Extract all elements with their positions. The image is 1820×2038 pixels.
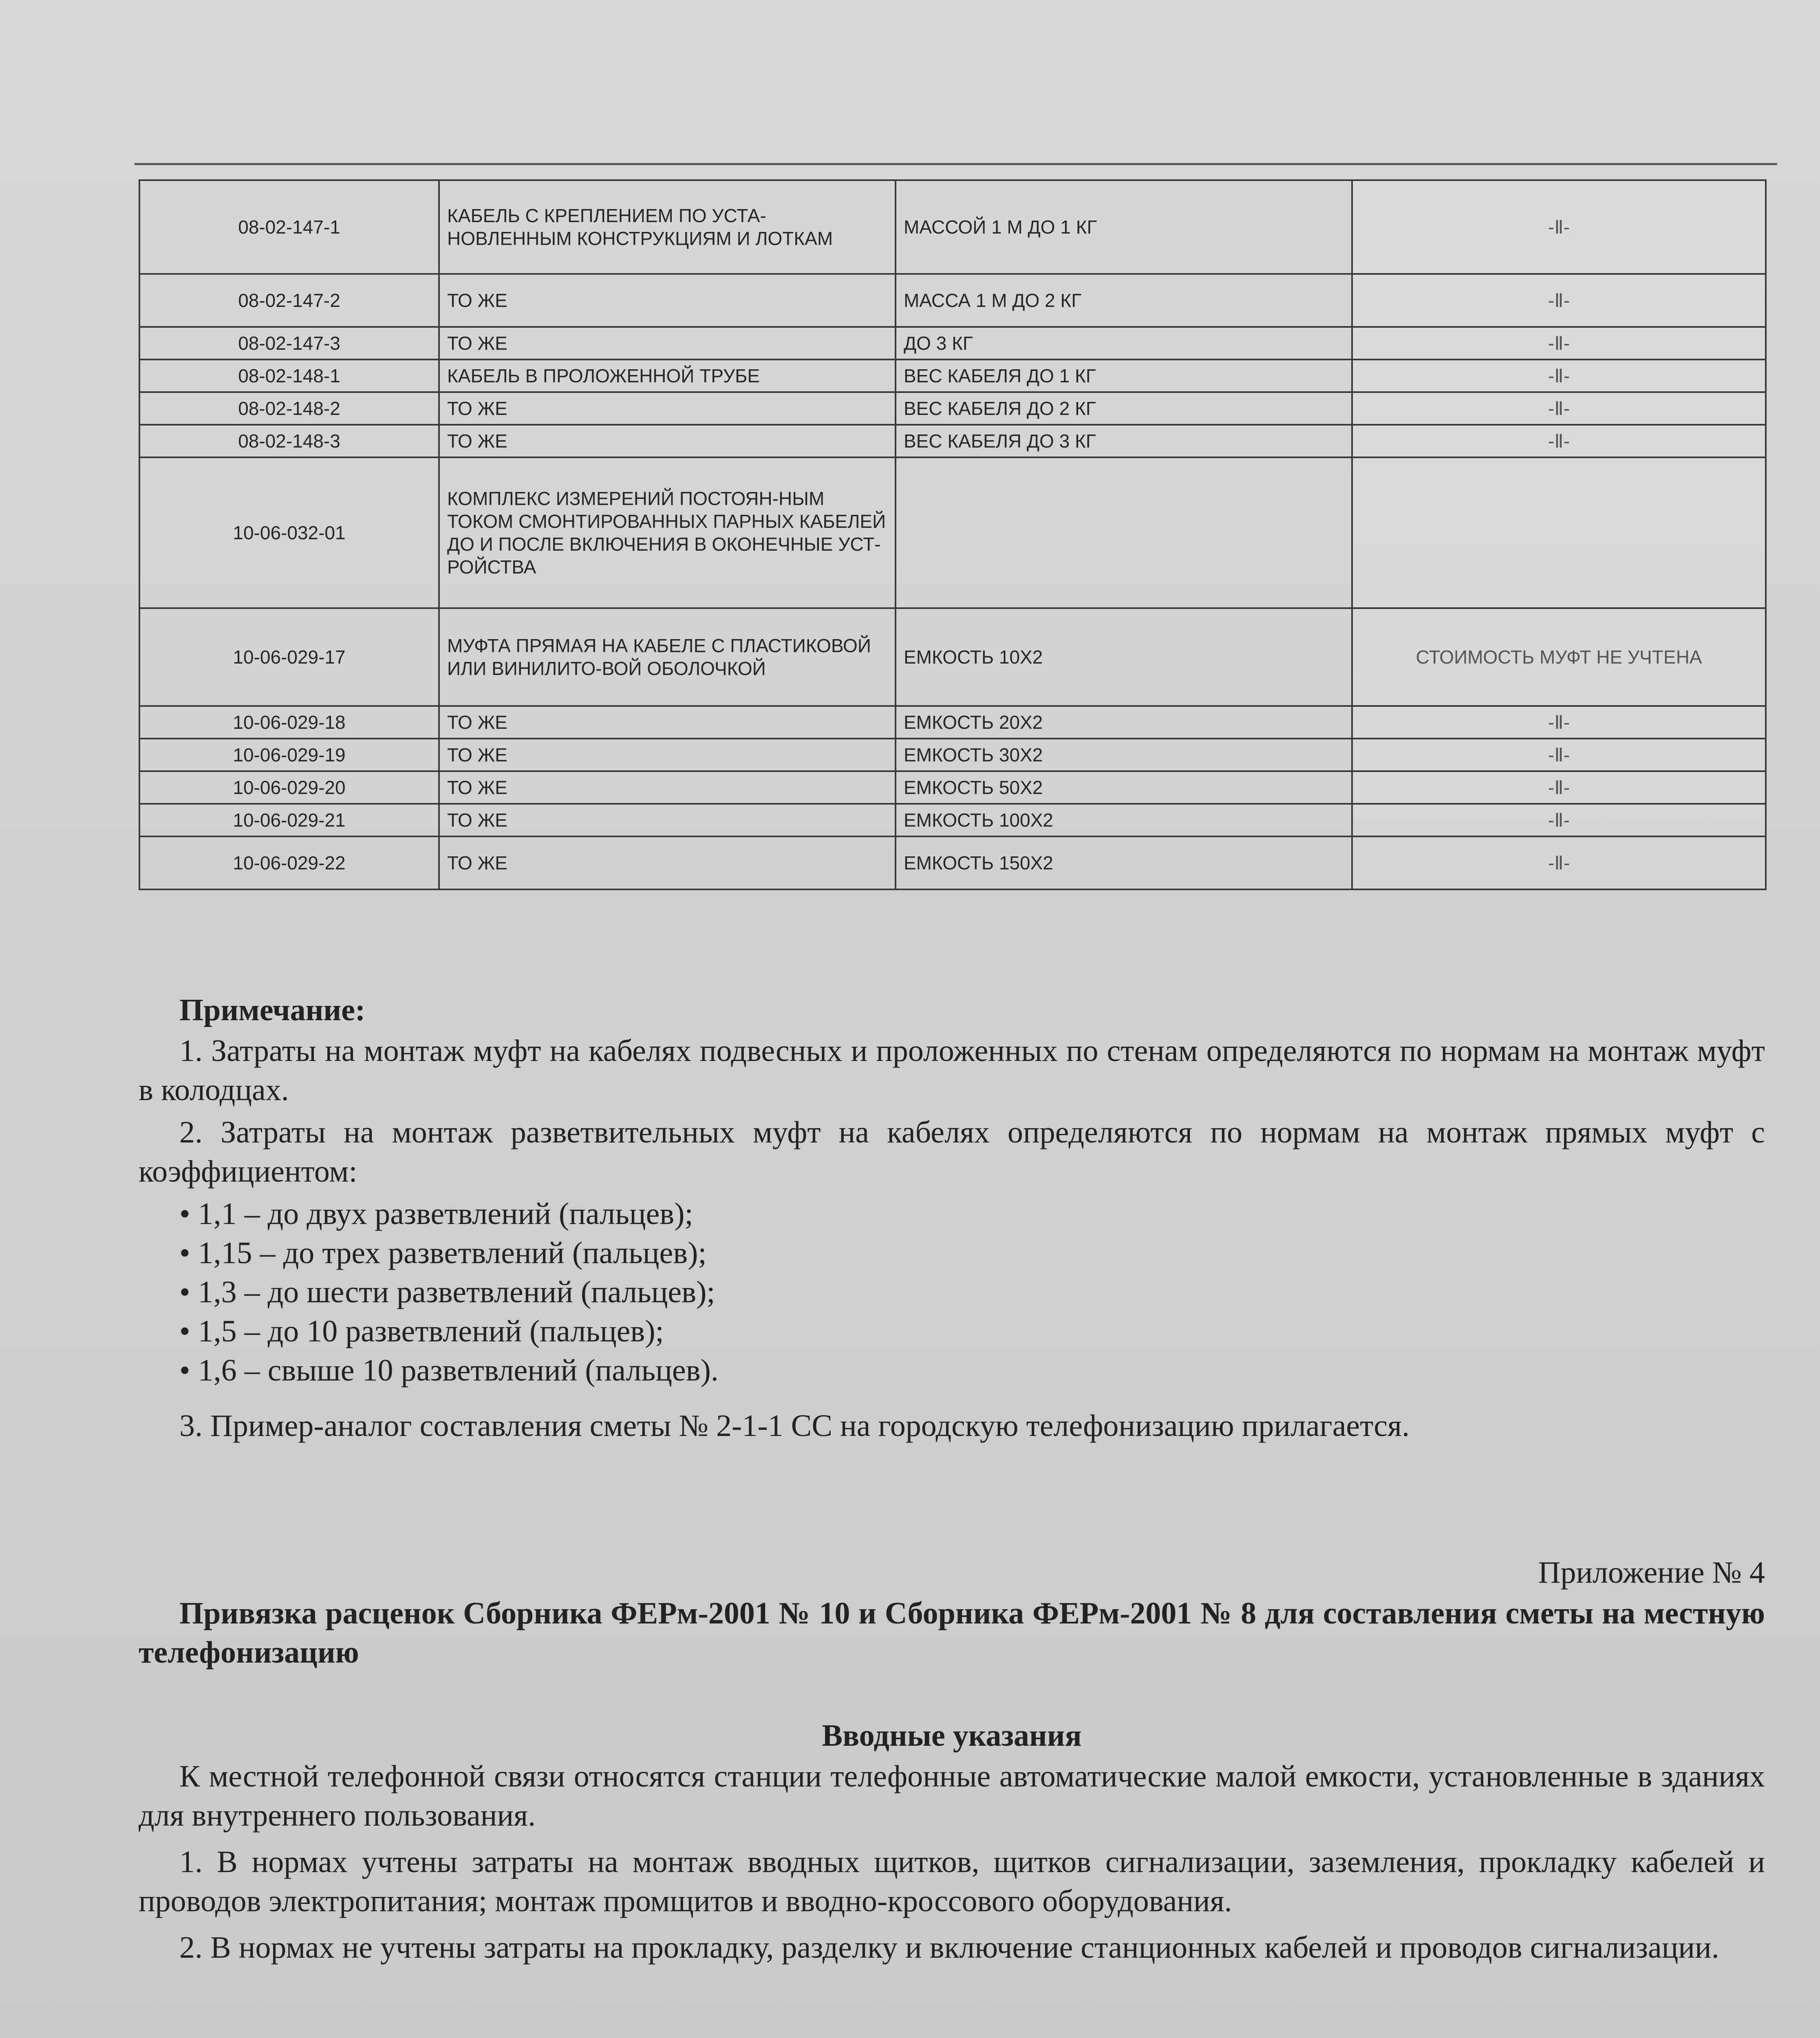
rate-code-cell: 10-06-029-18 (139, 706, 439, 739)
table-row (139, 706, 1766, 739)
note-cell: -Ⅱ- (1352, 392, 1766, 425)
table-row (139, 836, 1766, 889)
note-cell: -Ⅱ- (1352, 327, 1766, 360)
coefficient-item: • 1,5 – до 10 разветвлений (пальцев); (179, 1314, 664, 1348)
note-cell: -Ⅱ- (1352, 836, 1766, 889)
rate-name-cell: ТО ЖЕ (439, 804, 896, 836)
intro-point-2: 2. В нормах не учтены затраты на прокладку, разделку и включение станционных кабелей и проводов сигнализации. (179, 1930, 1719, 1965)
table-row (139, 608, 1766, 706)
table-row (139, 739, 1766, 771)
parameter-cell: ЕМКОСТЬ 10Х2 (896, 608, 1352, 706)
table-row (139, 327, 1766, 360)
parameter-cell: ВЕС КАБЕЛЯ ДО 1 КГ (896, 360, 1352, 392)
table-row (139, 425, 1766, 457)
intro-text: К местной телефонной связи относятся станции телефонные автоматические малой емкости, установленные в зданиях для внутреннего пользования. (139, 1759, 1765, 1833)
table-row (139, 457, 1766, 608)
table-row (139, 274, 1766, 327)
coefficient-list (179, 1194, 719, 1390)
rate-name-cell: КАБЕЛЬ С КРЕПЛЕНИЕМ ПО УСТА-НОВЛЕННЫМ КОНСТРУКЦИЯМ И ЛОТКАМ (439, 180, 896, 274)
notes-heading: Примечание: (179, 993, 366, 1027)
parameter-cell: ЕМКОСТЬ 30Х2 (896, 739, 1352, 771)
note-cell: -Ⅱ- (1352, 360, 1766, 392)
note-item-2: 2. Затраты на монтаж разветвительных муфт на кабелях определяются по нормам на монтаж прямых муфт с коэффициентом: (139, 1115, 1765, 1189)
note-cell: -Ⅱ- (1352, 739, 1766, 771)
parameter-cell: МАССА 1 М ДО 2 КГ (896, 274, 1352, 327)
parameter-cell: ВЕС КАБЕЛЯ ДО 3 КГ (896, 425, 1352, 457)
rate-name-cell: ТО ЖЕ (439, 739, 896, 771)
intro-point-1: 1. В нормах учтены затраты на монтаж вводных щитков, щитков сигнализации, заземления, прокладку кабелей и проводов электропитания; монтаж промщитов и вводно-кроссового оборудования. (139, 1845, 1765, 1918)
rate-name-cell: ТО ЖЕ (439, 274, 896, 327)
rate-code-cell: 08-02-148-2 (139, 392, 439, 425)
rate-name-cell: ТО ЖЕ (439, 425, 896, 457)
parameter-cell: ЕМКОСТЬ 150Х2 (896, 836, 1352, 889)
note-cell: -Ⅱ- (1352, 425, 1766, 457)
note-item-3: 3. Пример-аналог составления сметы № 2-1-1 СС на городскую телефонизацию прилагается. (179, 1409, 1410, 1443)
rate-name-cell: ТО ЖЕ (439, 771, 896, 804)
rate-code-cell: 08-02-147-3 (139, 327, 439, 360)
cable-rates-table (139, 179, 1767, 890)
table-row (139, 180, 1766, 274)
rate-code-cell: 08-02-148-3 (139, 425, 439, 457)
note-cell: -Ⅱ- (1352, 804, 1766, 836)
table-row (139, 360, 1766, 392)
coefficient-item: • 1,3 – до шести разветвлений (пальцев); (179, 1275, 715, 1309)
coefficient-item: • 1,1 – до двух разветвлений (пальцев); (179, 1197, 693, 1231)
rate-code-cell: 10-06-029-20 (139, 771, 439, 804)
rate-name-cell: МУФТА ПРЯМАЯ НА КАБЕЛЕ С ПЛАСТИКОВОЙ ИЛИ ВИНИЛИТО-ВОЙ ОБОЛОЧКОЙ (439, 608, 896, 706)
rate-code-cell: 08-02-147-1 (139, 180, 439, 274)
note-cell: -Ⅱ- (1352, 274, 1766, 327)
parameter-cell: ДО 3 КГ (896, 327, 1352, 360)
table-row (139, 392, 1766, 425)
parameter-cell: МАССОЙ 1 М ДО 1 КГ (896, 180, 1352, 274)
rate-code-cell: 10-06-029-22 (139, 836, 439, 889)
rate-code-cell: 10-06-032-01 (139, 457, 439, 608)
note-item-1: 1. Затраты на монтаж муфт на кабелях подвесных и проложенных по стенам определяются по нормам на монтаж муфт в колодцах. (139, 1034, 1765, 1107)
appendix-label: Приложение № 4 (1538, 1555, 1765, 1590)
rate-code-cell: 10-06-029-19 (139, 739, 439, 771)
table-row (139, 804, 1766, 836)
parameter-cell: ЕМКОСТЬ 100Х2 (896, 804, 1352, 836)
rate-name-cell: ТО ЖЕ (439, 327, 896, 360)
rate-name-cell: КАБЕЛЬ В ПРОЛОЖЕННОЙ ТРУБЕ (439, 360, 896, 392)
parameter-cell: ЕМКОСТЬ 50Х2 (896, 771, 1352, 804)
note-cell (1352, 457, 1766, 608)
rate-name-cell: КОМПЛЕКС ИЗМЕРЕНИЙ ПОСТОЯН-НЫМ ТОКОМ СМОНТИРОВАННЫХ ПАРНЫХ КАБЕЛЕЙ ДО И ПОСЛЕ ВКЛЮЧЕНИЯ В ОКОНЕЧНЫЕ УСТ-РОЙСТВА (439, 457, 896, 608)
rate-code-cell: 10-06-029-21 (139, 804, 439, 836)
intro-heading: Вводные указания (822, 1718, 1082, 1753)
note-cell: СТОИМОСТЬ МУФТ НЕ УЧТЕНА (1352, 608, 1766, 706)
rate-code-cell: 08-02-147-2 (139, 274, 439, 327)
note-cell: -Ⅱ- (1352, 706, 1766, 739)
appendix-title: Привязка расценок Сборника ФЕРм-2001 № 10 и Сборника ФЕРм-2001 № 8 для составления сметы на местную телефонизацию (139, 1596, 1765, 1670)
rate-name-cell: ТО ЖЕ (439, 392, 896, 425)
parameter-cell: ЕМКОСТЬ 20Х2 (896, 706, 1352, 739)
coefficient-item: • 1,6 – свыше 10 разветвлений (пальцев). (179, 1353, 719, 1387)
note-cell: -Ⅱ- (1352, 180, 1766, 274)
parameter-cell (896, 457, 1352, 608)
rate-name-cell: ТО ЖЕ (439, 836, 896, 889)
rate-name-cell: ТО ЖЕ (439, 706, 896, 739)
top-rule (135, 163, 1777, 165)
parameter-cell: ВЕС КАБЕЛЯ ДО 2 КГ (896, 392, 1352, 425)
coefficient-item: • 1,15 – до трех разветвлений (пальцев); (179, 1236, 707, 1270)
rate-code-cell: 10-06-029-17 (139, 608, 439, 706)
note-cell: -Ⅱ- (1352, 771, 1766, 804)
table-row (139, 771, 1766, 804)
rate-code-cell: 08-02-148-1 (139, 360, 439, 392)
